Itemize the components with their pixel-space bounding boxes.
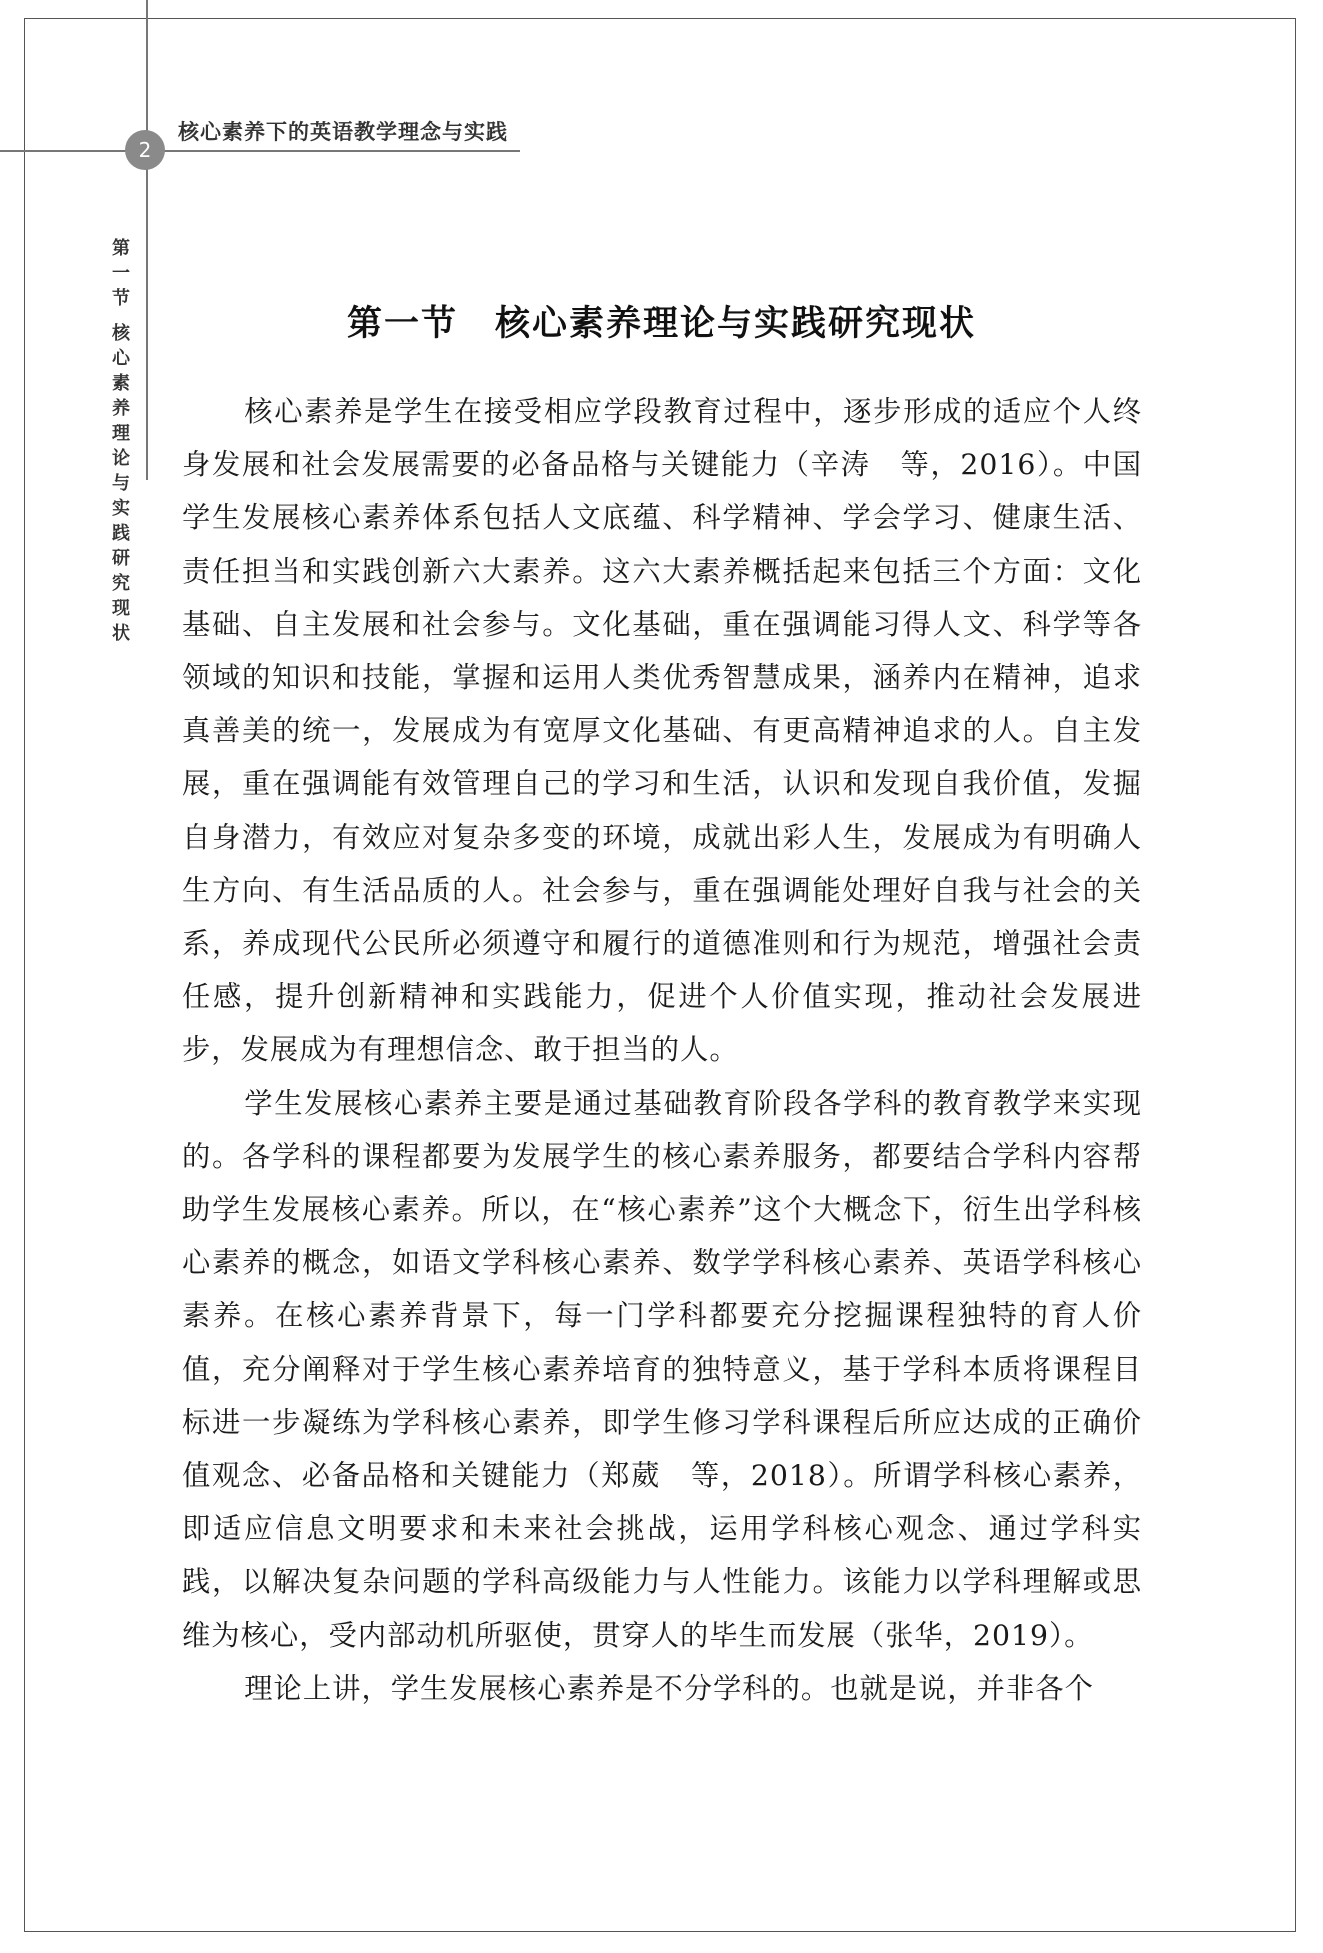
crop-mark-vertical xyxy=(146,0,148,150)
body-text xyxy=(182,385,1142,1715)
paragraph-3: 理论上讲，学生发展核心素养是不分学科的。也就是说，并非各个 xyxy=(244,1671,1094,1705)
sidebar-section-name: 核 心 素 养 理 论 与 实 践 研 究 现 状 xyxy=(112,323,130,644)
page-number-badge: 2 xyxy=(125,130,165,170)
paragraph-2: 学生发展核心素养主要是通过基础教育阶段各学科的教育教学来实现的。各学科的课程都要为发展学生的核心素养服务，都要结合学科内容帮助学生发展核心素养。所以，在“核心素养”这个大概念下，衍生出学科核心素养的概念，如语文学科核心素养、数学学科核心素养、英语学科核心素养。在核心素养背景下，每一门学科都要充分挖掘课程独特的育人价值，充分阐释对于学生核心素养培育的独特意义，基于学科本质将课程目标进一步凝练为学科核心素养，即学生修习学科课程后所应达成的正确价值观念、必备品格和关键能力（郑葳 等，2018）。所谓学科核心素养，即适应信息文明要求和未来社会挑战，运用学科核心观念、通过学科实践，以解决复杂问题的学科高级能力与人性能力。该能力以学科理解或思维为核心，受内部动机所驱使，贯穿人的毕生而发展（张华，2019）。 xyxy=(182,1086,1142,1652)
section-title: 第一节 核心素养理论与实践研究现状 xyxy=(346,304,976,344)
sidebar-section-label: 第 一 节 xyxy=(112,238,130,309)
running-title: 核心素养下的英语教学理念与实践 xyxy=(178,120,508,144)
header-rule xyxy=(0,150,520,152)
paragraph-1: 核心素养是学生在接受相应学段教育过程中，逐步形成的适应个人终身发展和社会发展需要的必备品格与关键能力（辛涛 等，2016）。中国学生发展核心素养体系包括人文底蕴、科学精神、学会学习、健康生活、责任担当和实践创新六大素养。这六大素养概括起来包括三个方面：文化基础、自主发展和社会参与。文化基础，重在强调能习得人文、科学等各领域的知识和技能，掌握和运用人类优秀智慧成果，涵养内在精神，追求真善美的统一，发展成为有宽厚文化基础、有更高精神追求的人。自主发展，重在强调能有效管理自己的学习和生活，认识和发现自我价值，发掘自身潜力，有效应对复杂多变的环境，成就出彩人生，发展成为有明确人生方向、有生活品质的人。社会参与，重在强调能处理好自我与社会的关系，养成现代公民所必须遵守和履行的道德准则和行为规范，增强社会责任感，提升创新精神和实践能力，促进个人价值实现，推动社会发展进步，发展成为有理想信念、敢于担当的人。 xyxy=(182,395,1142,1067)
